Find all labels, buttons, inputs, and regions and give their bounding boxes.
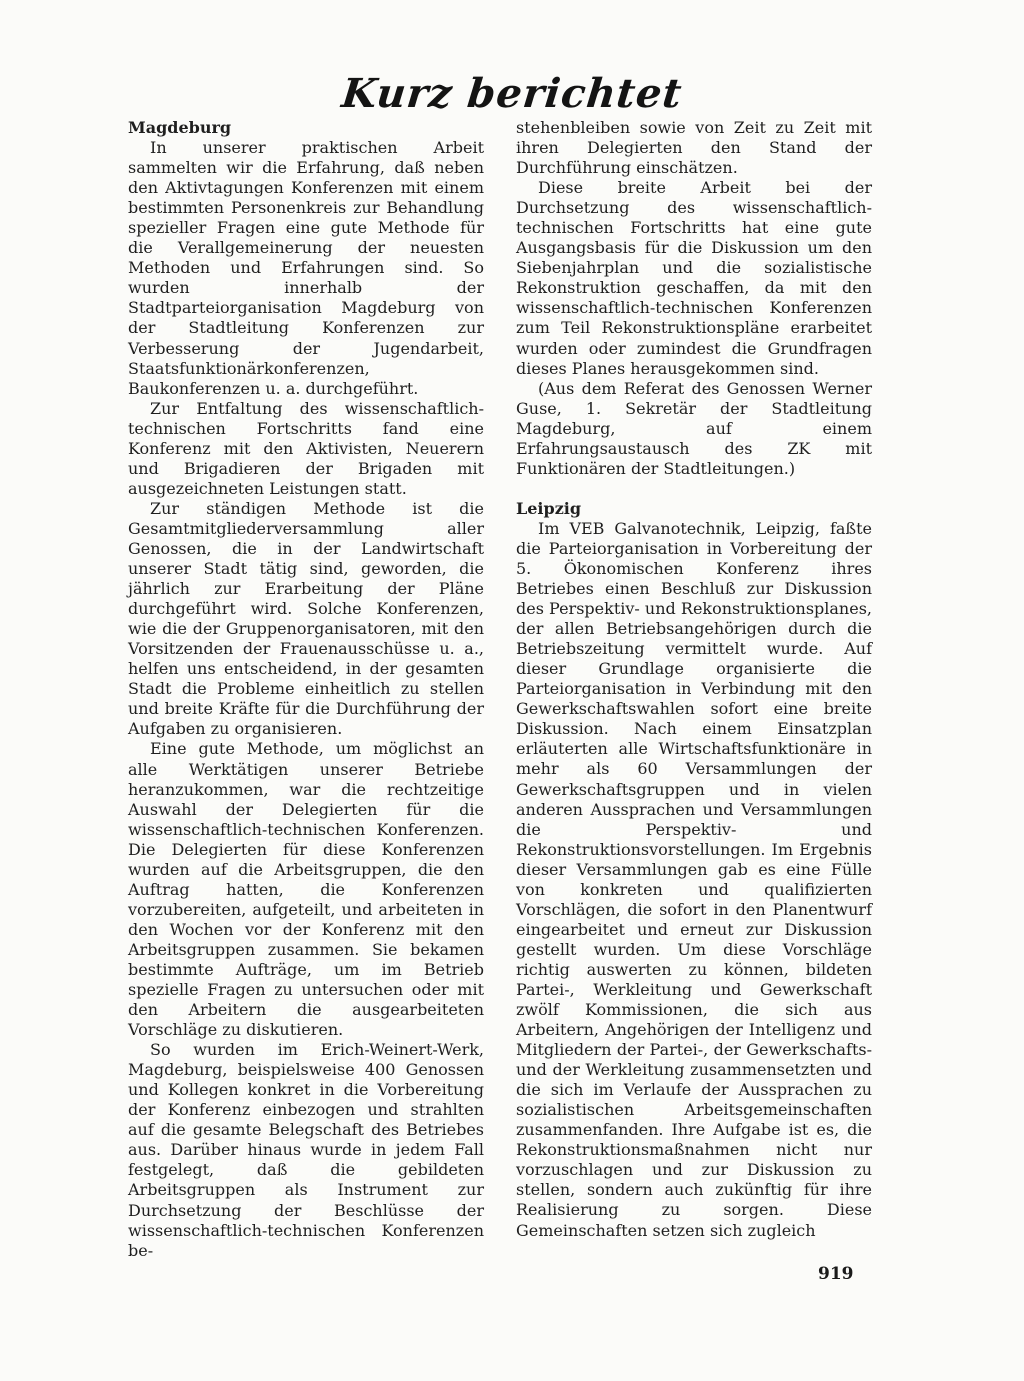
section-heading-leipzig: Leipzig	[516, 498, 582, 518]
left-column	[128, 118, 484, 1261]
right-column	[516, 118, 872, 1241]
paragraph: Eine gute Methode, um möglichst an alle Werktätigen unserer Betriebe heranzukommen, war die rechtzeitige Auswahl der Delegierten für die wissenschaftlich-technischen Konferenzen. Die Delegierten für diese Konferenzen wurden auf die Arbeitsgruppen, die den Auftrag hatten, die Konferenzen vorzubereiten, aufgeteilt, und arbeiteten in den Wochen vor der Konferenz mit den Arbeitsgruppen zusammen. Sie bekamen bestimmte Aufträge, um im Betrieb spezielle Fragen zu untersuchen oder mit den Arbeitern die ausgearbeiteten Vorschläge zu diskutieren.	[128, 739, 484, 1040]
paragraph: So wurden im Erich-Weinert-Werk, Magdeburg, beispielsweise 400 Genossen und Kollegen konkret in die Vorbereitung der Konferenz einbezogen und strahlten auf die gesamte Belegschaft des Betriebes aus. Darüber hinaus wurde in jedem Fall festgelegt, daß die gebildeten Arbeitsgruppen als Instrument zur Durchsetzung der Beschlüsse der wissenschaftlich-technischen Konferenzen be-	[128, 1040, 484, 1260]
section-heading-magdeburg: Magdeburg	[128, 118, 232, 137]
page-title: Kurz berichtet	[339, 70, 685, 117]
section-spacer	[516, 479, 872, 499]
paragraph: Im VEB Galvanotechnik, Leipzig, faßte die Parteiorganisation in Vorbereitung der 5. Ökonomischen Konferenz ihres Betriebes einen Beschluß zur Diskussion des Perspektiv- und Rekonstruktionsplanes, der allen Betriebsangehörigen durch die Betriebszeitung vermittelt wurde. Auf dieser Grundlage organisierte die Parteiorganisation in Verbindung mit den Gewerkschaftswahlen sofort eine breite Diskussion. Nach einem Einsatzplan erläuterten alle Wirtschaftsfunktionäre in mehr als 60 Versammlungen der Gewerkschaftsgruppen und in vielen anderen Aussprachen und Versammlungen die Perspektiv- und Rekonstruktionsvorstellungen. Im Ergebnis dieser Versammlungen gab es eine Fülle von konkreten und qualifizierten Vorschlägen, die sofort in den Planentwurf eingearbeitet und erneut zur Diskussion gestellt wurden. Um diese Vorschläge richtig auswerten zu können, bildeten Partei-, Werkleitung und Gewerkschaft zwölf Kommissionen, die sich aus Arbeitern, Angehörigen der Intelligenz und Mitgliedern der Partei-, der Gewerkschafts- und der Werkleitung zusammensetzten und die sich im Verlaufe der Aussprachen zu sozialistischen Arbeitsgemeinschaften zusammenfanden. Ihre Aufgabe ist es, die Rekonstruktionsmaßnahmen nicht nur vorzuschlagen und zur Diskussion zu stellen, sondern auch zukünftig für ihre Realisierung zu sorgen. Diese Gemeinschaften setzen sich zugleich	[516, 518, 872, 1240]
page-number: 919	[818, 1264, 854, 1284]
paragraph: Zur ständigen Methode ist die Gesamtmitgliederversammlung aller Genossen, die in der Landwirtschaft unserer Stadt tätig sind, geworden, die jährlich zur Erarbeitung der Pläne durchgeführt wird. Solche Konferenzen, wie die der Gruppenorganisatoren, mit den Vorsitzenden der Frauenausschüsse u. a., helfen uns entscheidend, in der gesamten Stadt die Probleme einheitlich zu stellen und breite Kräfte für die Durchführung der Aufgaben zu organisieren.	[128, 498, 484, 739]
source-note: (Aus dem Referat des Genossen Werner Guse, 1. Sekretär der Stadtleitung Magdeburg, auf einem Erfahrungsaustausch des ZK mit Funktionären der Stadtleitungen.)	[516, 378, 872, 478]
paragraph: In unserer praktischen Arbeit sammelten wir die Erfahrung, daß neben den Aktivtagungen Konferenzen mit einem bestimmten Personenkreis zur Behandlung spezieller Fragen eine gute Methode für die Verallgemeinerung der neuesten Methoden und Erfahrungen sind. So wurden innerhalb der Stadtparteiorganisation Magdeburg von der Stadtleitung Konferenzen zur Verbesserung der Jugendarbeit, Staatsfunktionärkonferenzen, Baukonferenzen u. a. durchgeführt.	[128, 138, 484, 398]
paragraph-continued: stehenbleiben sowie von Zeit zu Zeit mit ihren Delegierten den Stand der Durchführung einschätzen.	[516, 118, 872, 178]
paragraph: Zur Entfaltung des wissenschaftlich-technischen Fortschritts fand eine Konferenz mit den Aktivisten, Neuerern und Brigadieren der Brigaden mit ausgezeichneten Leistungen statt.	[128, 398, 484, 498]
paragraph: Diese breite Arbeit bei der Durchsetzung des wissenschaftlich-technischen Fortschritts hat eine gute Ausgangsbasis für die Diskussion um den Siebenjahrplan und die sozialistische Rekonstruktion geschaffen, da mit den wissenschaftlich-technischen Konferenzen zum Teil Rekonstruktionspläne erarbeitet wurden oder zumindest die Grundfragen dieses Planes herausgekommen sind.	[516, 178, 872, 378]
